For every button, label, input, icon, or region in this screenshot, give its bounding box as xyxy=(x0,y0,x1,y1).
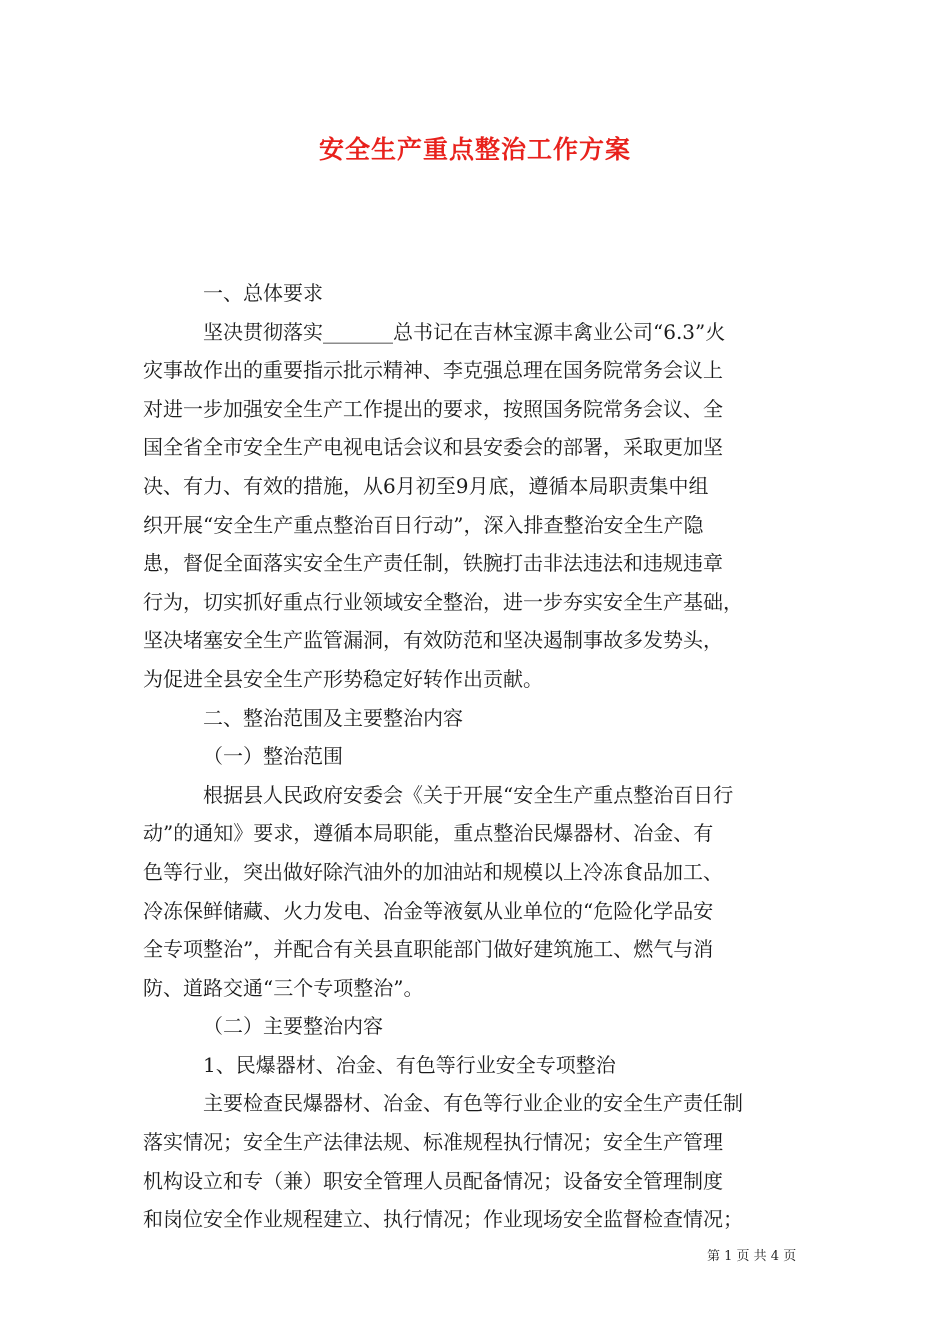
text-line: 落实情况；安全生产法律法规、标准规程执行情况；安全生产管理 xyxy=(143,1130,723,1155)
text-line: 冷冻保鲜储藏、火力发电、冶金等液氨从业单位的“危险化学品安 xyxy=(143,898,714,923)
text-line: 坚决贯彻落实_______总书记在吉林宝源丰禽业公司“6.3”火 xyxy=(203,319,726,344)
text-line: 行为，切实抓好重点行业领域安全整治，进一步夯实安全生产基础， xyxy=(143,589,743,614)
text-line: （二）主要整治内容 xyxy=(203,1014,383,1039)
text-line: 动”的通知》要求，遵循本局职能，重点整治民爆器材、冶金、有 xyxy=(143,821,714,846)
text-line: 国全省全市安全生产电视电话会议和县安委会的部署，采取更加坚 xyxy=(143,435,723,460)
text-line: 全专项整治”，并配合有关县直职能部门做好建筑施工、燃气与消 xyxy=(143,937,714,962)
text-line: 1、民爆器材、冶金、有色等行业安全专项整治 xyxy=(203,1052,616,1077)
text-line: 色等行业，突出做好除汽油外的加油站和规模以上冷冻食品加工、 xyxy=(143,859,723,884)
text-line: 坚决堵塞安全生产监管漏洞，有效防范和坚决遏制事故多发势头， xyxy=(143,628,723,653)
text-line: 患，督促全面落实安全生产责任制，铁腕打击非法违法和违规违章 xyxy=(143,551,723,576)
document-title: 安全生产重点整治工作方案 xyxy=(318,135,631,164)
text-line: 防、道路交通“三个专项整治”。 xyxy=(143,975,424,1000)
text-line: 机构设立和专（兼）职安全管理人员配备情况；设备安全管理制度 xyxy=(143,1168,723,1193)
text-line: 决、有力、有效的措施，从6月初至9月底，遵循本局职责集中组 xyxy=(143,473,709,498)
text-line: 织开展“安全生产重点整治百日行动”，深入排查整治安全生产隐 xyxy=(143,512,704,537)
page-footer: 第 1 页 共 4 页 xyxy=(707,1249,797,1264)
text-line: 对进一步加强安全生产工作提出的要求，按照国务院常务会议、全 xyxy=(143,396,723,421)
text-line: 灾事故作出的重要指示批示精神、李克强总理在国务院常务会议上 xyxy=(143,358,723,383)
text-line: （一）整治范围 xyxy=(203,744,343,769)
document-body xyxy=(143,274,823,1239)
text-line: 一、总体要求 xyxy=(203,281,323,305)
text-line: 主要检查民爆器材、冶金、有色等行业企业的安全生产责任制 xyxy=(203,1091,743,1116)
text-line: 和岗位安全作业规程建立、执行情况；作业现场安全监督检查情况； xyxy=(143,1207,743,1232)
text-line: 二、整治范围及主要整治内容 xyxy=(203,705,463,730)
text-line: 根据县人民政府安委会《关于开展“安全生产重点整治百日行 xyxy=(203,782,734,807)
text-line: 为促进全县安全生产形势稳定好转作出贡献。 xyxy=(143,666,543,691)
